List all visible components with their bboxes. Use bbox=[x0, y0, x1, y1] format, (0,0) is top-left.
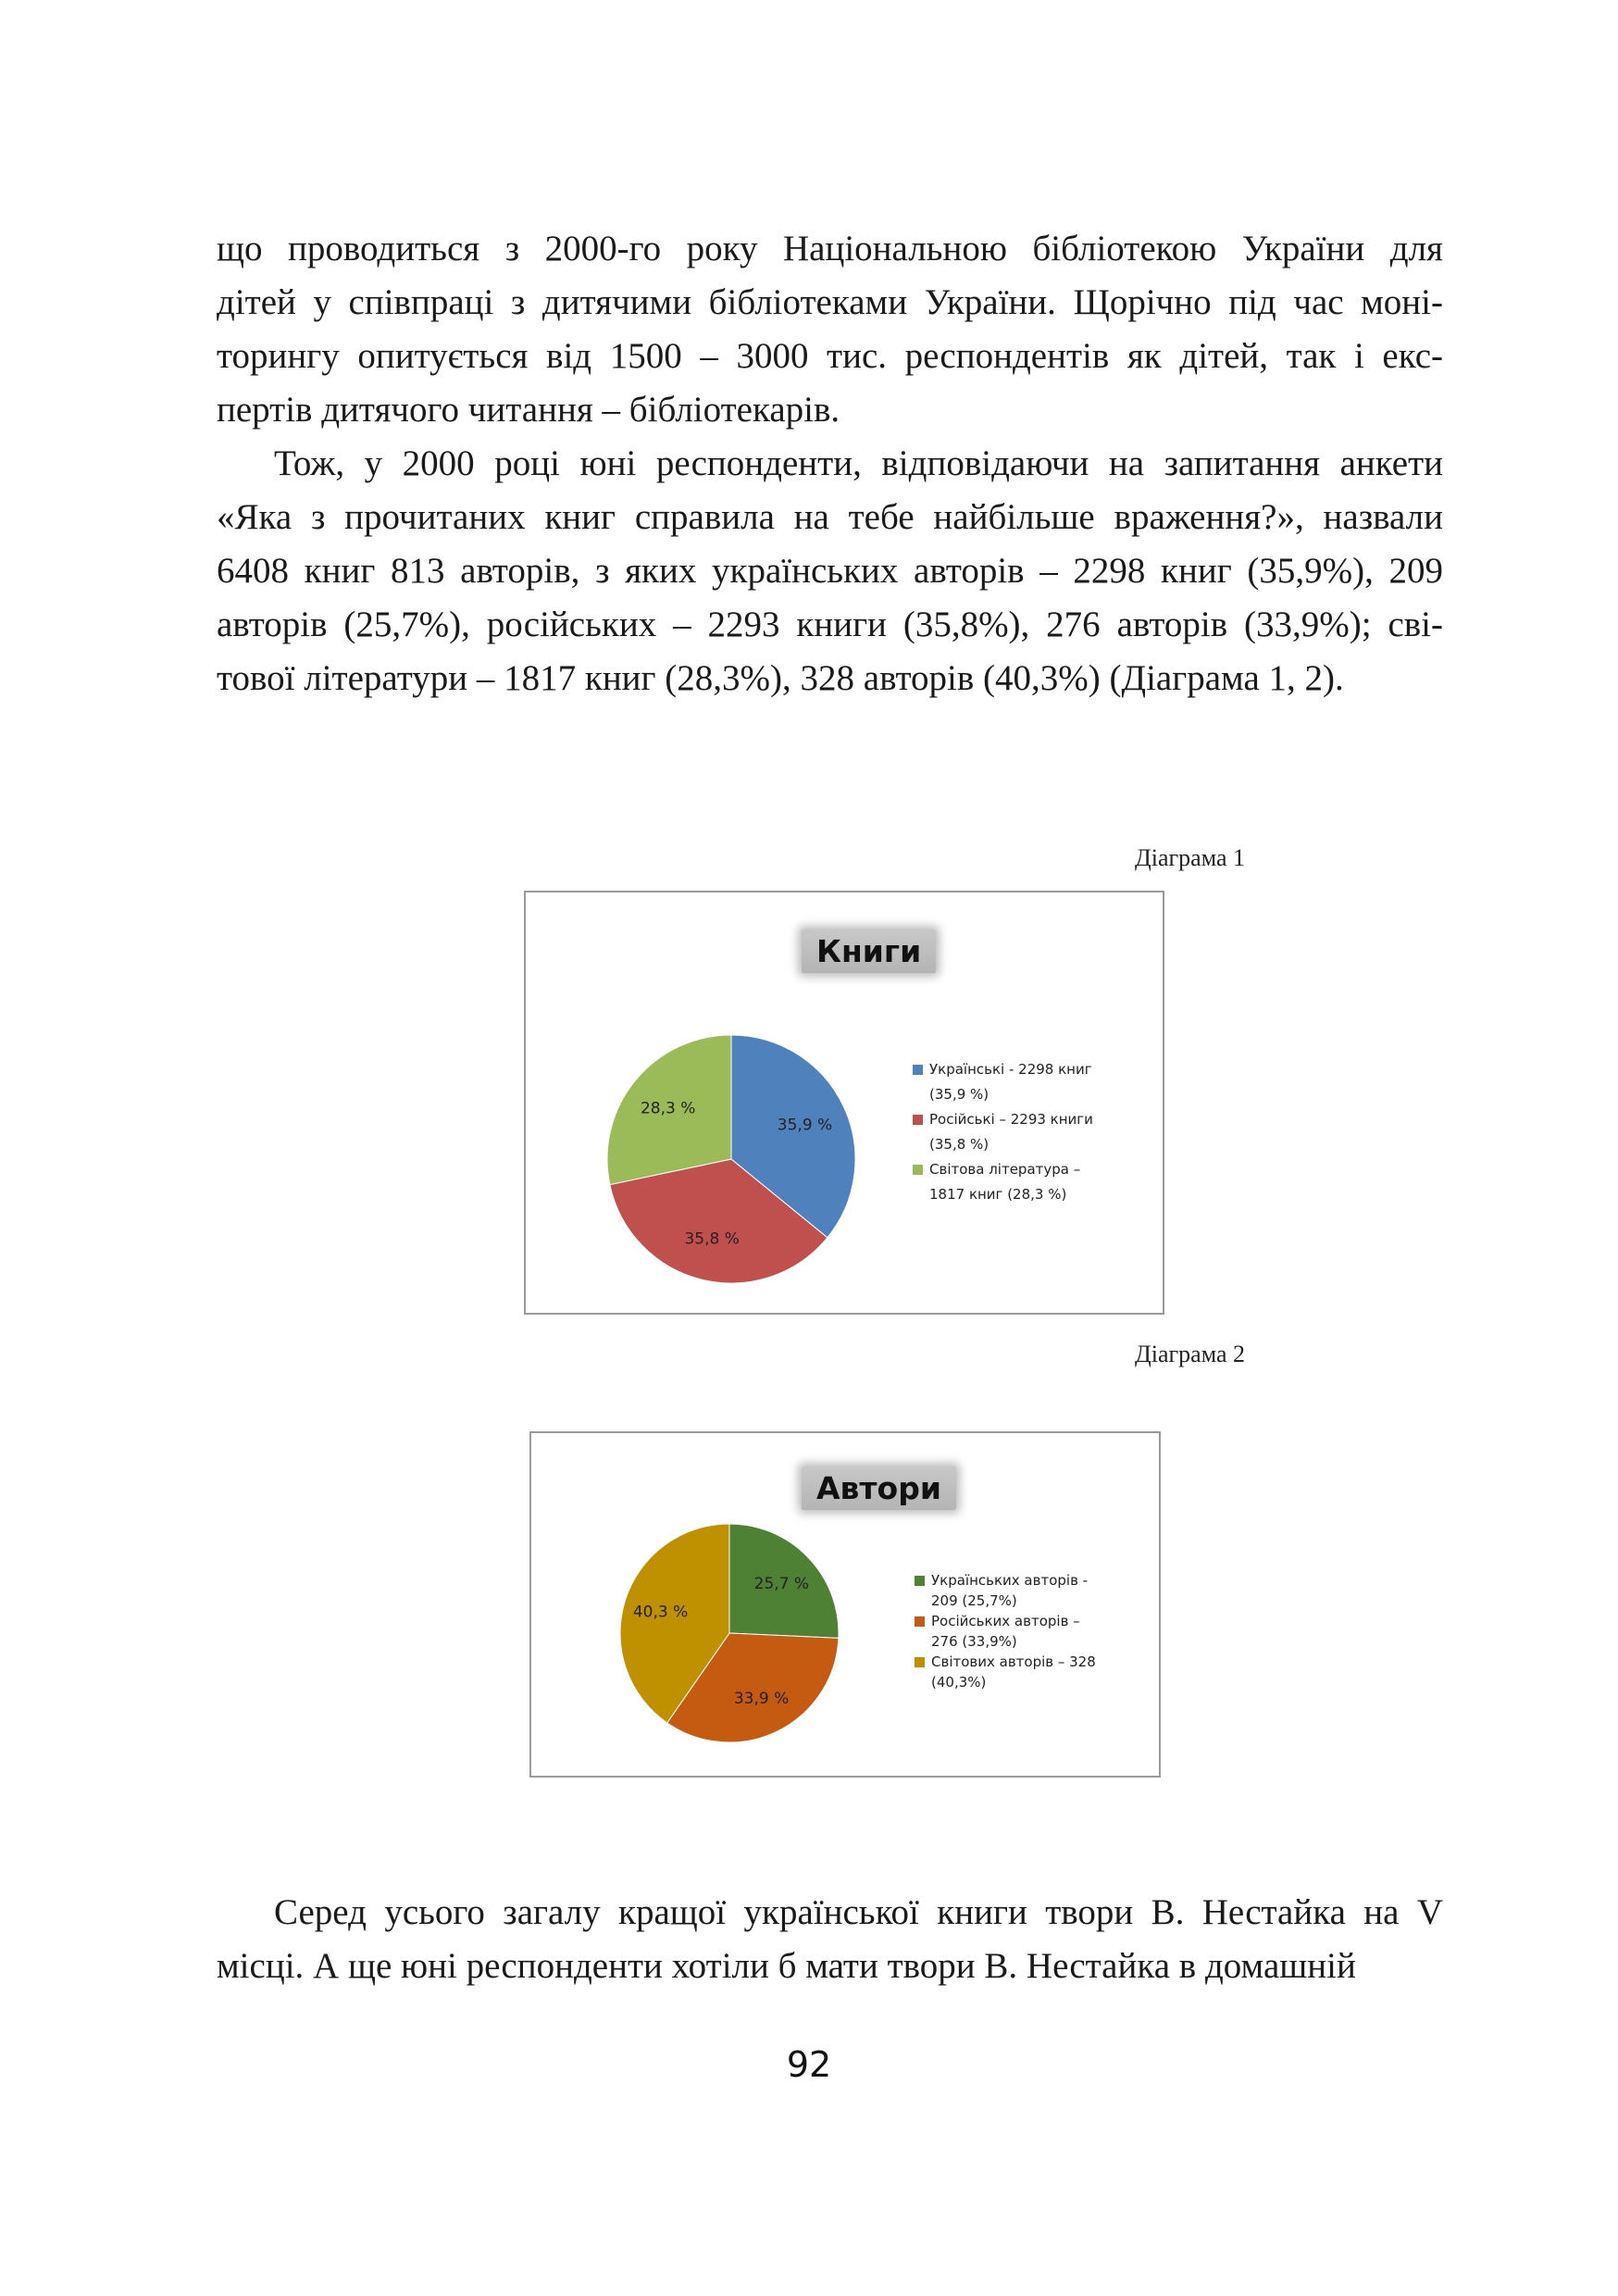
chart-legend bbox=[913, 1057, 1135, 1207]
legend-item bbox=[913, 1157, 1135, 1207]
legend-swatch bbox=[913, 1115, 923, 1125]
legend-text: 1817 книг (28,3 %) bbox=[929, 1186, 1067, 1203]
slice-label: 40,3 % bbox=[632, 1603, 689, 1622]
paragraph-3 bbox=[217, 1886, 1443, 1993]
chart-legend bbox=[915, 1570, 1118, 1692]
legend-text: 276 (33,9%) bbox=[931, 1633, 1017, 1650]
diagram-1-label: Діаграма 1 bbox=[1135, 844, 1246, 871]
legend-item bbox=[915, 1611, 1118, 1652]
legend-text: Світова література – bbox=[929, 1161, 1081, 1178]
text-line: торингу опитується від 1500 – 3000 тис. респондентів як дітей, так і екс- bbox=[217, 336, 1443, 376]
legend-text: 209 (25,7%) bbox=[931, 1592, 1017, 1609]
authors-pie-chart bbox=[529, 1431, 1161, 1778]
legend-text: Українські - 2298 книг bbox=[929, 1061, 1092, 1078]
legend-text: Російських авторів – bbox=[931, 1613, 1080, 1629]
books-pie-chart bbox=[524, 891, 1164, 1315]
legend-text: (35,8 %) bbox=[929, 1136, 989, 1153]
paragraph-1 bbox=[217, 222, 1443, 437]
text-line: пертів дитячого читання – бібліотекарів. bbox=[217, 390, 840, 430]
text-line: 6408 книг 813 авторів, з яких українських авторів – 2298 книг (35,9%), 209 bbox=[217, 551, 1443, 591]
text-line: «Яка з прочитаних книг справила на тебе найбільше враження?», назвали bbox=[217, 497, 1443, 537]
text-line: дітей у співпраці з дитячими бібліотеками України. Щорічно під час моні- bbox=[217, 282, 1443, 322]
chart-title: Автори bbox=[802, 1466, 956, 1510]
chart-title: Книги bbox=[802, 930, 936, 973]
legend-text: Світових авторів – 328 bbox=[931, 1653, 1096, 1670]
slice-label: 35,9 % bbox=[777, 1116, 833, 1135]
legend-item bbox=[913, 1107, 1135, 1157]
legend-text: Українських авторів - bbox=[931, 1572, 1089, 1589]
slice-label: 33,9 % bbox=[733, 1689, 790, 1708]
text-line: місці. А ще юні респонденти хотіли б мати твори В. Нестайка в домашній bbox=[217, 1946, 1356, 1986]
legend-swatch bbox=[915, 1576, 925, 1586]
slice-label: 35,8 % bbox=[684, 1229, 740, 1249]
text-line: що проводиться з 2000-го року Національною бібліотекою України для bbox=[217, 229, 1443, 268]
legend-item bbox=[913, 1057, 1135, 1107]
text-line: Серед усього загалу кращої української книги твори В. Нестайка на V bbox=[274, 1892, 1443, 1932]
legend-item bbox=[915, 1570, 1118, 1611]
legend-swatch bbox=[915, 1616, 925, 1627]
diagram-2-label: Діаграма 2 bbox=[1135, 1341, 1246, 1367]
legend-item bbox=[915, 1652, 1118, 1692]
legend-swatch bbox=[913, 1165, 923, 1175]
slice-label: 25,7 % bbox=[753, 1575, 810, 1594]
legend-swatch bbox=[915, 1657, 925, 1667]
slice-label: 28,3 % bbox=[640, 1099, 696, 1118]
legend-text: (35,9 %) bbox=[929, 1086, 989, 1103]
text-line: авторів (25,7%), російських – 2293 книги (35,8%), 276 авторів (33,9%); сві- bbox=[217, 605, 1443, 644]
text-line: тової літератури – 1817 книг (28,3%), 328 авторів (40,3%) (Діаграма 1, 2). bbox=[217, 658, 1344, 698]
text-line: Тож, у 2000 році юні респонденти, відповідаючи на запитання анкети bbox=[274, 443, 1443, 483]
legend-swatch bbox=[913, 1065, 923, 1075]
page-number: 92 bbox=[786, 2044, 832, 2085]
legend-text: (40,3%) bbox=[931, 1674, 987, 1691]
legend-text: Російські – 2293 книги bbox=[929, 1111, 1093, 1128]
paragraph-2 bbox=[217, 437, 1443, 705]
